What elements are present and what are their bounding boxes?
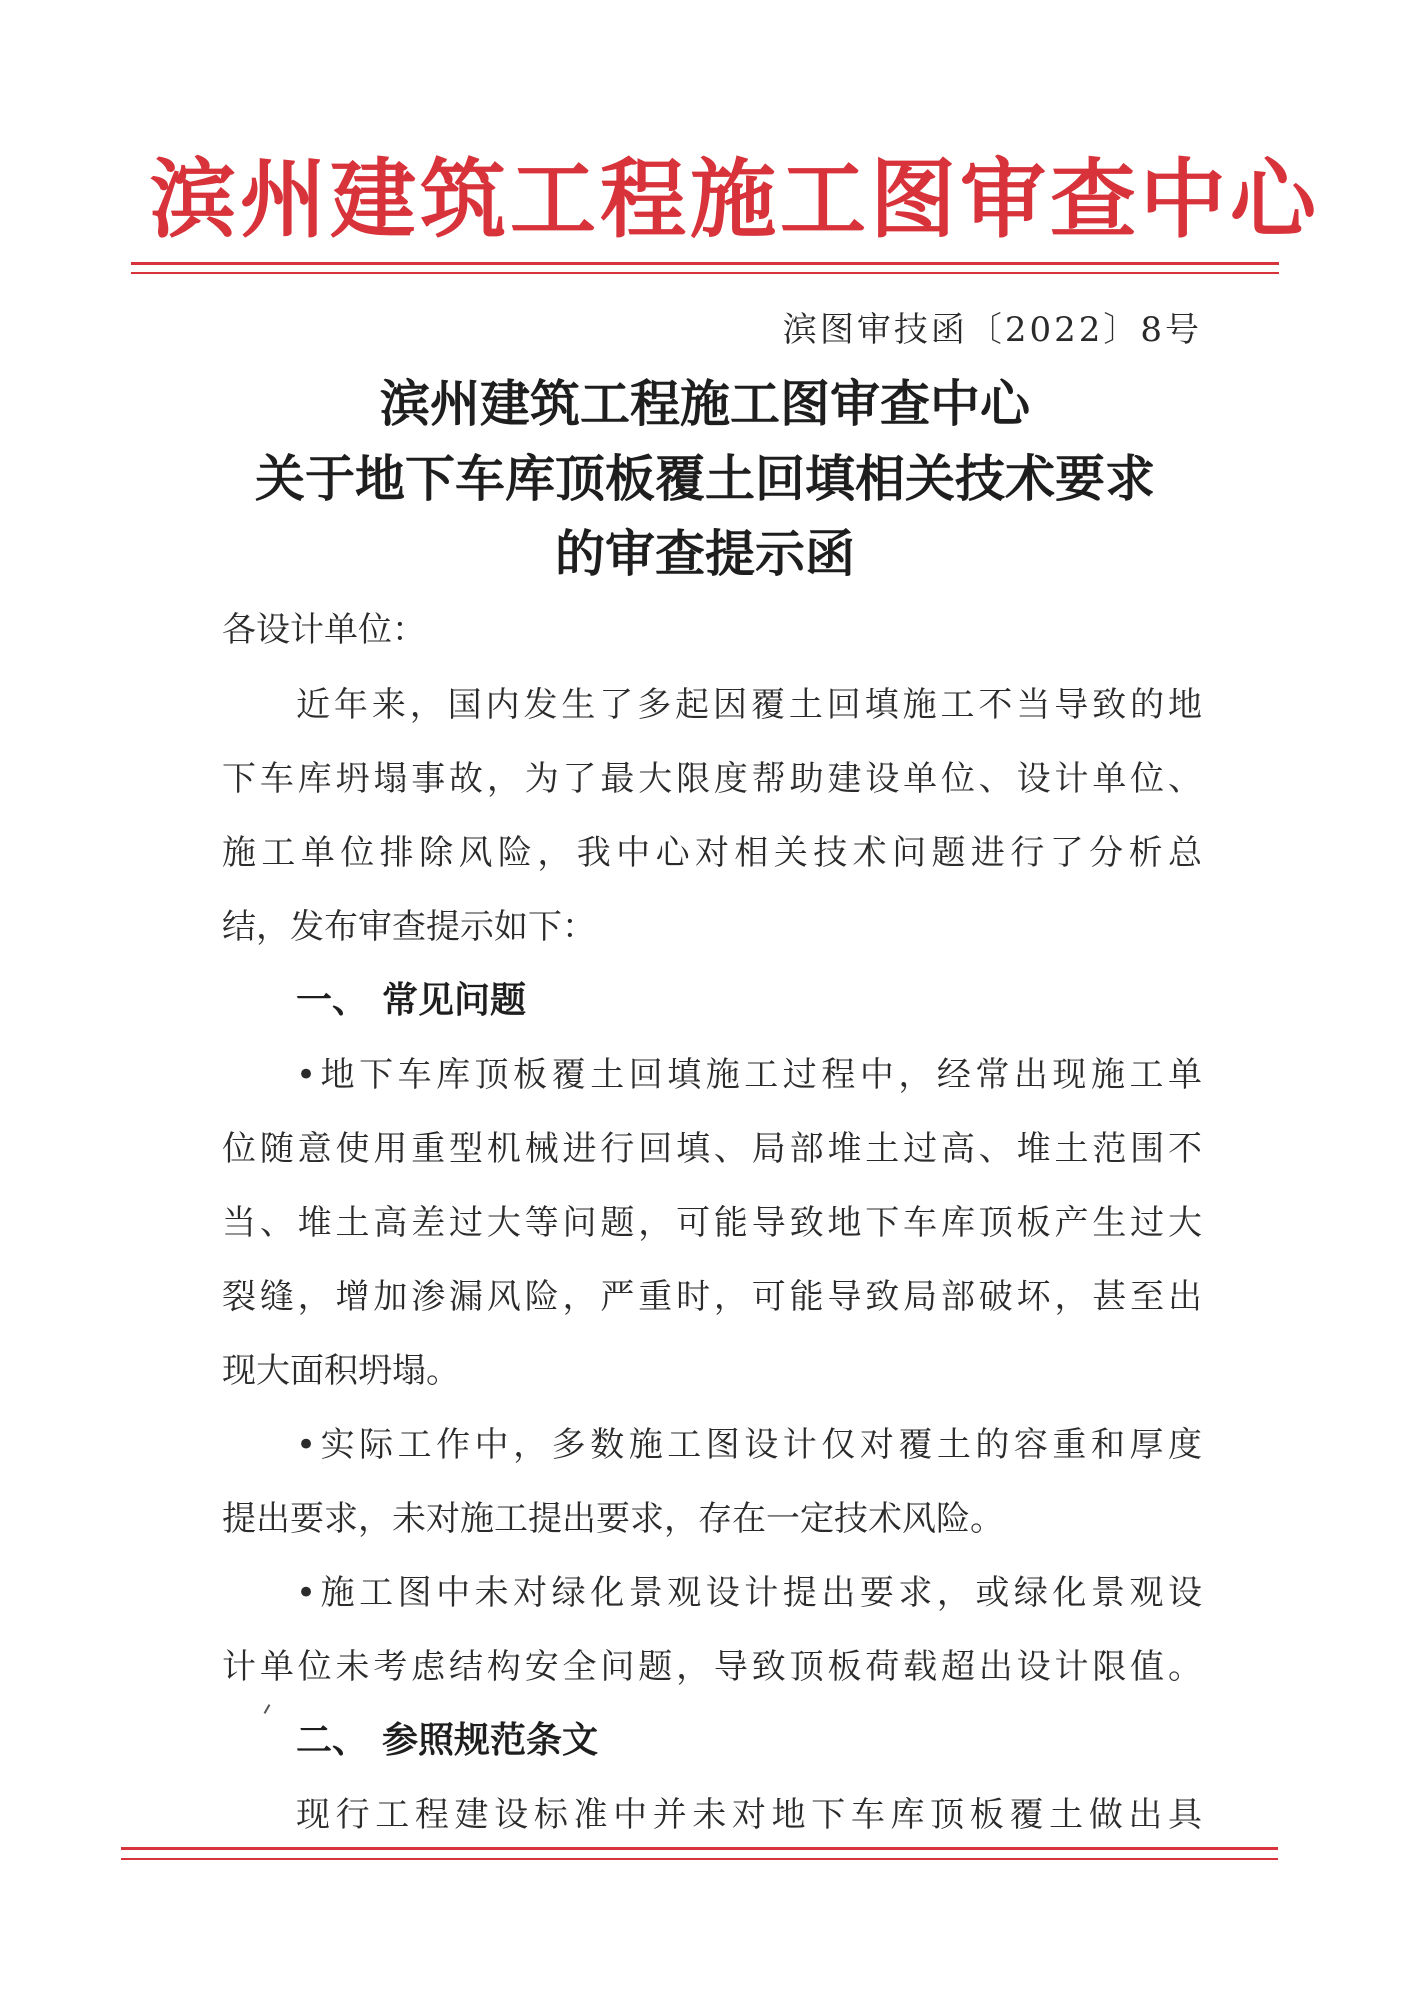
bullet-1-line-2: 位随意使用重型机械进行回填、局部堆土过高、堆土范围不 — [222, 1129, 1202, 1169]
section-1-number: 一、 — [296, 980, 369, 1021]
bullet-2-line-2: 提出要求，未对施工提出要求，存在一定技术风险。 — [222, 1499, 1004, 1539]
bullet-3-line-2: 计单位未考虑结构安全问题，导致顶板荷载超出设计限值。 — [222, 1647, 1202, 1687]
section-1-title: 常见问题 — [382, 980, 527, 1021]
document-number: 滨图审技函〔2022〕8号 — [782, 310, 1202, 350]
section-1-heading — [296, 976, 526, 1026]
intro-line-1: 近年来，国内发生了多起因覆土回填施工不当导致的地 — [296, 685, 1202, 725]
bullet-1-line-4: 裂缝，增加渗漏风险，严重时，可能导致局部破坏，甚至出 — [222, 1277, 1202, 1317]
intro-line-4: 结，发布审查提示如下： — [222, 907, 596, 947]
section-2-heading — [296, 1716, 598, 1766]
letterhead-org-name: 滨州建筑工程施工图审查中心 — [150, 150, 1320, 250]
section-2-line-1: 现行工程建设标准中并未对地下车库顶板覆土做出具 — [296, 1795, 1202, 1835]
letterhead-top-rule-thin — [131, 272, 1279, 274]
intro-line-3: 施工单位排除风险，我中心对相关技术问题进行了分析总 — [222, 833, 1202, 873]
scan-speck — [264, 1704, 271, 1714]
intro-line-2: 下车库坍塌事故，为了最大限度帮助建设单位、设计单位、 — [222, 759, 1202, 799]
bullet-1-line-3: 当、堆土高差过大等问题，可能导致地下车库顶板产生过大 — [222, 1203, 1202, 1243]
footer-rule-thin — [121, 1858, 1278, 1860]
bullet-3-line-1: •施工图中未对绿化景观设计提出要求，或绿化景观设 — [296, 1573, 1202, 1613]
bullet-1-line-1: •地下车库顶板覆土回填施工过程中，经常出现施工单 — [296, 1055, 1202, 1095]
section-2-title: 参照规范条文 — [382, 1720, 599, 1761]
bullet-1-line-5: 现大面积坍塌。 — [222, 1351, 460, 1391]
document-title-line-3: 的审查提示函 — [555, 524, 855, 583]
section-2-number: 二、 — [296, 1720, 369, 1761]
letterhead-top-rule-thick — [131, 262, 1279, 265]
salutation: 各设计单位： — [222, 610, 426, 650]
footer-rule-thick — [121, 1847, 1278, 1850]
document-title-line-2: 关于地下车库顶板覆土回填相关技术要求 — [255, 449, 1155, 508]
bullet-2-line-1: •实际工作中，多数施工图设计仅对覆土的容重和厚度 — [296, 1425, 1202, 1465]
document-title-line-1: 滨州建筑工程施工图审查中心 — [380, 374, 1030, 433]
